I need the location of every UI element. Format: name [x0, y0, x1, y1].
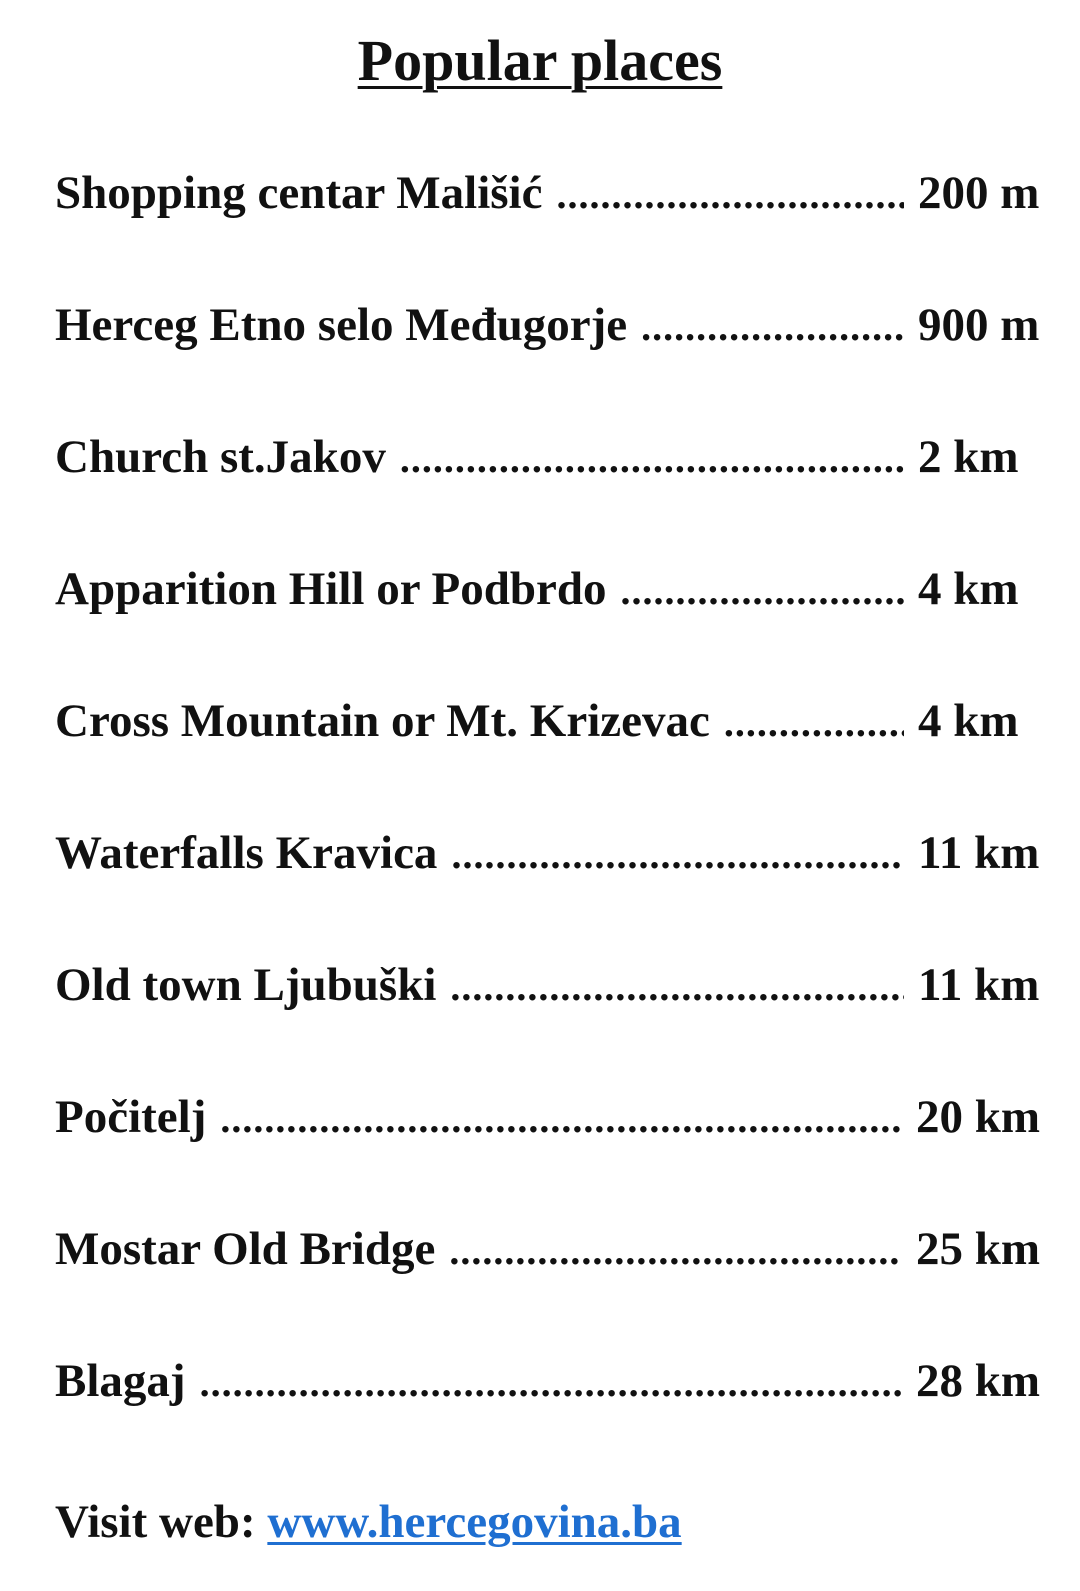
place-distance: 2 km	[918, 431, 1019, 483]
list-item	[55, 297, 1040, 429]
place-name: Blagaj	[55, 1355, 186, 1407]
list-item	[55, 1089, 1040, 1221]
page-title-text: Popular places	[357, 28, 723, 93]
page-title	[0, 28, 1080, 95]
place-distance: 11 km	[918, 959, 1040, 1011]
dot-leader	[556, 171, 904, 219]
list-item	[55, 825, 1040, 957]
dot-leader	[220, 1095, 902, 1143]
places-list	[55, 165, 1040, 1485]
place-name: Shopping centar Mališić	[55, 167, 543, 219]
place-name: Mostar Old Bridge	[55, 1223, 436, 1275]
list-item	[55, 165, 1040, 297]
place-distance: 25 km	[915, 1223, 1040, 1275]
place-name: Old town Ljubuški	[55, 959, 437, 1011]
visit-web-label: Visit web:	[55, 1496, 256, 1548]
list-item	[55, 1221, 1040, 1353]
dot-leader	[724, 699, 904, 747]
place-name: Cross Mountain or Mt. Krizevac	[55, 695, 710, 747]
place-distance: 20 km	[915, 1091, 1040, 1143]
dot-leader	[449, 1227, 902, 1275]
place-distance: 11 km	[918, 827, 1040, 879]
list-item	[55, 561, 1040, 693]
place-distance: 200 m	[918, 167, 1040, 219]
place-distance: 4 km	[918, 563, 1019, 615]
place-distance: 900 m	[918, 299, 1040, 351]
list-item	[55, 957, 1040, 1089]
place-distance: 4 km	[918, 695, 1019, 747]
dot-leader	[451, 831, 904, 879]
website-link[interactable]: www.hercegovina.ba	[267, 1496, 682, 1548]
list-item	[55, 693, 1040, 825]
dot-leader	[450, 963, 904, 1011]
dot-leader	[400, 435, 904, 483]
place-name: Apparition Hill or Podbrdo	[55, 563, 607, 615]
place-name: Počitelj	[55, 1091, 207, 1143]
dot-leader	[620, 567, 904, 615]
dot-leader	[641, 303, 904, 351]
place-name: Waterfalls Kravica	[55, 827, 438, 879]
dot-leader	[200, 1359, 902, 1407]
place-distance: 28 km	[915, 1355, 1040, 1407]
visit-web-footer	[55, 1495, 682, 1549]
list-item	[55, 1353, 1040, 1485]
place-name: Church st.Jakov	[55, 431, 386, 483]
list-item	[55, 429, 1040, 561]
place-name: Herceg Etno selo Međugorje	[55, 299, 628, 351]
